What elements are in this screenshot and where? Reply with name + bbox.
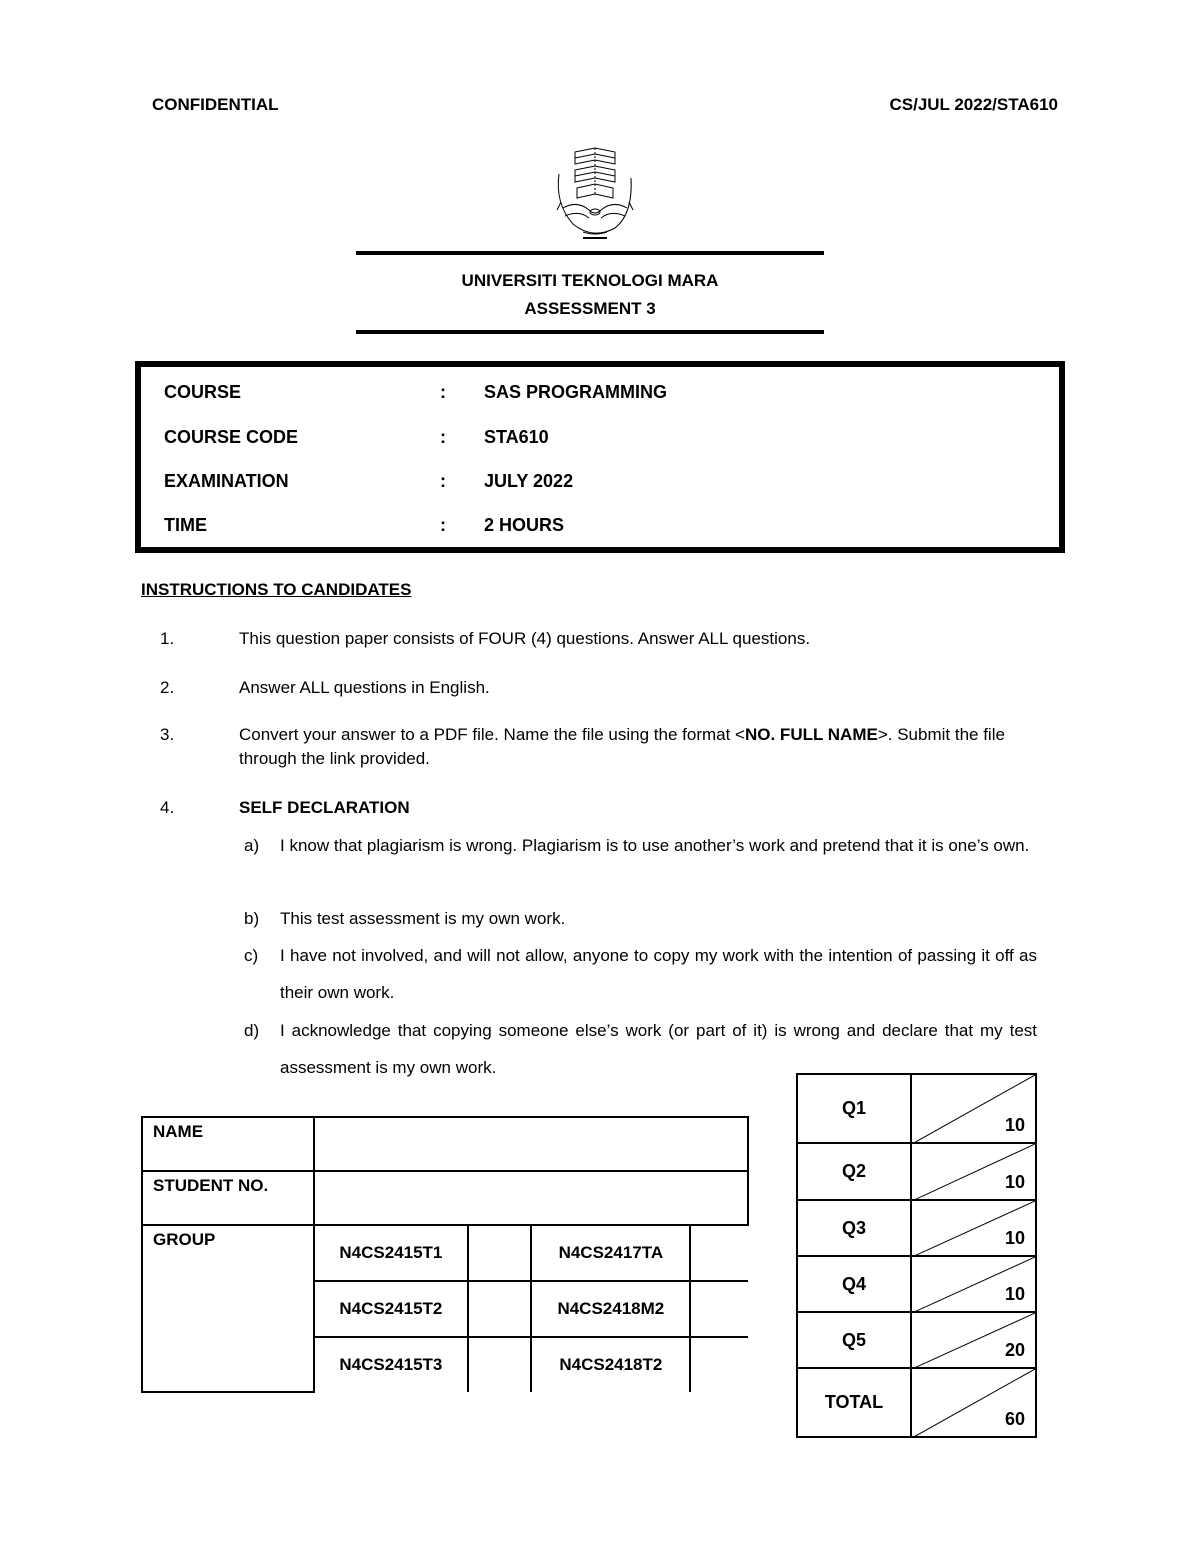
- separator: :: [440, 427, 446, 447]
- question-label: Q4: [797, 1256, 911, 1312]
- separator: :: [440, 471, 446, 491]
- mark-cell[interactable]: [911, 1256, 1036, 1312]
- instruction-text: Answer ALL questions in English.: [239, 678, 490, 697]
- course-code-value: STA610: [484, 427, 549, 447]
- total-label: TOTAL: [797, 1368, 911, 1437]
- declaration-item: [244, 937, 1037, 1011]
- group-code: N4CS2415T1: [315, 1226, 468, 1281]
- student-no-label: STUDENT NO.: [142, 1171, 314, 1225]
- course-code-label: COURSE CODE: [164, 427, 299, 447]
- confidential-label: CONFIDENTIAL: [152, 95, 279, 114]
- max-mark: 60: [1004, 1409, 1025, 1429]
- file-format-name: NO. FULL NAME: [744, 725, 878, 744]
- mark-cell[interactable]: [911, 1200, 1036, 1256]
- max-mark: 10: [1004, 1228, 1025, 1248]
- group-checkbox[interactable]: [690, 1281, 748, 1337]
- group-code: N4CS2417TA: [531, 1226, 690, 1281]
- instruction-number: 2.: [160, 678, 175, 697]
- max-mark: 10: [1004, 1172, 1025, 1192]
- examination-value: JULY 2022: [484, 471, 574, 491]
- student-details-table: [141, 1116, 749, 1393]
- instruction-number: 1.: [160, 629, 175, 648]
- mark-cell[interactable]: [911, 1312, 1036, 1368]
- max-mark: 20: [1004, 1340, 1025, 1360]
- question-label: Q2: [797, 1143, 911, 1200]
- self-declaration-heading: SELF DECLARATION: [239, 798, 410, 817]
- mark-cell[interactable]: [911, 1143, 1036, 1200]
- question-label: Q3: [797, 1200, 911, 1256]
- max-mark: 10: [1004, 1284, 1025, 1304]
- declaration-item: [244, 827, 1037, 864]
- title-bottom-rule: [356, 330, 824, 334]
- group-code: N4CS2418M2: [531, 1281, 690, 1337]
- course-label: COURSE: [164, 382, 242, 402]
- separator: :: [440, 382, 446, 402]
- max-mark: 10: [1004, 1115, 1025, 1135]
- group-code: N4CS2415T3: [315, 1337, 468, 1392]
- group-checkbox[interactable]: [690, 1226, 748, 1281]
- declaration-text: This test assessment is my own work.: [280, 909, 566, 928]
- name-label: NAME: [142, 1117, 314, 1171]
- declaration-label: c): [244, 946, 259, 965]
- group-checkbox[interactable]: [468, 1226, 532, 1281]
- title-top-rule: [356, 251, 824, 255]
- marks-table: [796, 1073, 1037, 1438]
- group-checkbox[interactable]: [690, 1337, 748, 1392]
- university-name: UNIVERSITI TEKNOLOGI MARA: [461, 271, 719, 290]
- time-value: 2 HOURS: [484, 515, 565, 535]
- group-label: GROUP: [142, 1225, 314, 1392]
- group-checkbox[interactable]: [468, 1337, 532, 1392]
- declaration-item: [244, 900, 1037, 937]
- separator: :: [440, 515, 446, 535]
- declaration-label: d): [244, 1021, 260, 1040]
- instruction-text: [239, 723, 1039, 771]
- group-code: N4CS2418T2: [531, 1337, 690, 1392]
- declaration-text: I acknowledge that copying someone else’s work (or part of it) is wrong and declare that my test assessment is my own work.: [280, 1021, 1037, 1077]
- group-options: [314, 1225, 748, 1392]
- university-crest-icon: [553, 144, 637, 244]
- question-label: Q1: [797, 1074, 911, 1143]
- group-code: N4CS2415T2: [315, 1281, 468, 1337]
- instruction-text-part: Convert your answer to a PDF file. Name the file using the format <: [239, 725, 745, 744]
- instructions-heading: INSTRUCTIONS TO CANDIDATES: [141, 580, 412, 599]
- course-info-box: [135, 361, 1065, 553]
- group-table: [315, 1226, 748, 1392]
- declaration-text: I know that plagiarism is wrong. Plagiarism is to use another’s work and pretend that it is one’s own.: [280, 836, 1030, 855]
- instruction-number: 4.: [160, 798, 175, 817]
- total-mark-cell[interactable]: [911, 1368, 1036, 1437]
- instruction-text-part: >. Submit the file through the link provided.: [239, 725, 1005, 768]
- instruction-number: 3.: [160, 725, 175, 744]
- declaration-label: a): [244, 836, 260, 855]
- course-value: SAS PROGRAMMING: [484, 382, 668, 402]
- student-no-field[interactable]: [314, 1171, 748, 1225]
- examination-label: EXAMINATION: [164, 471, 289, 491]
- name-field[interactable]: [314, 1117, 748, 1171]
- declaration-text: I have not involved, and will not allow, anyone to copy my work with the intention of passing it off as their own work.: [280, 946, 1037, 1002]
- group-checkbox[interactable]: [468, 1281, 532, 1337]
- mark-cell[interactable]: [911, 1074, 1036, 1143]
- paper-code: CS/JUL 2022/STA610: [889, 95, 1058, 114]
- question-label: Q5: [797, 1312, 911, 1368]
- time-label: TIME: [164, 515, 207, 535]
- declaration-label: b): [244, 909, 260, 928]
- assessment-title: ASSESSMENT 3: [524, 299, 656, 318]
- instruction-text: This question paper consists of FOUR (4) questions. Answer ALL questions.: [239, 629, 811, 648]
